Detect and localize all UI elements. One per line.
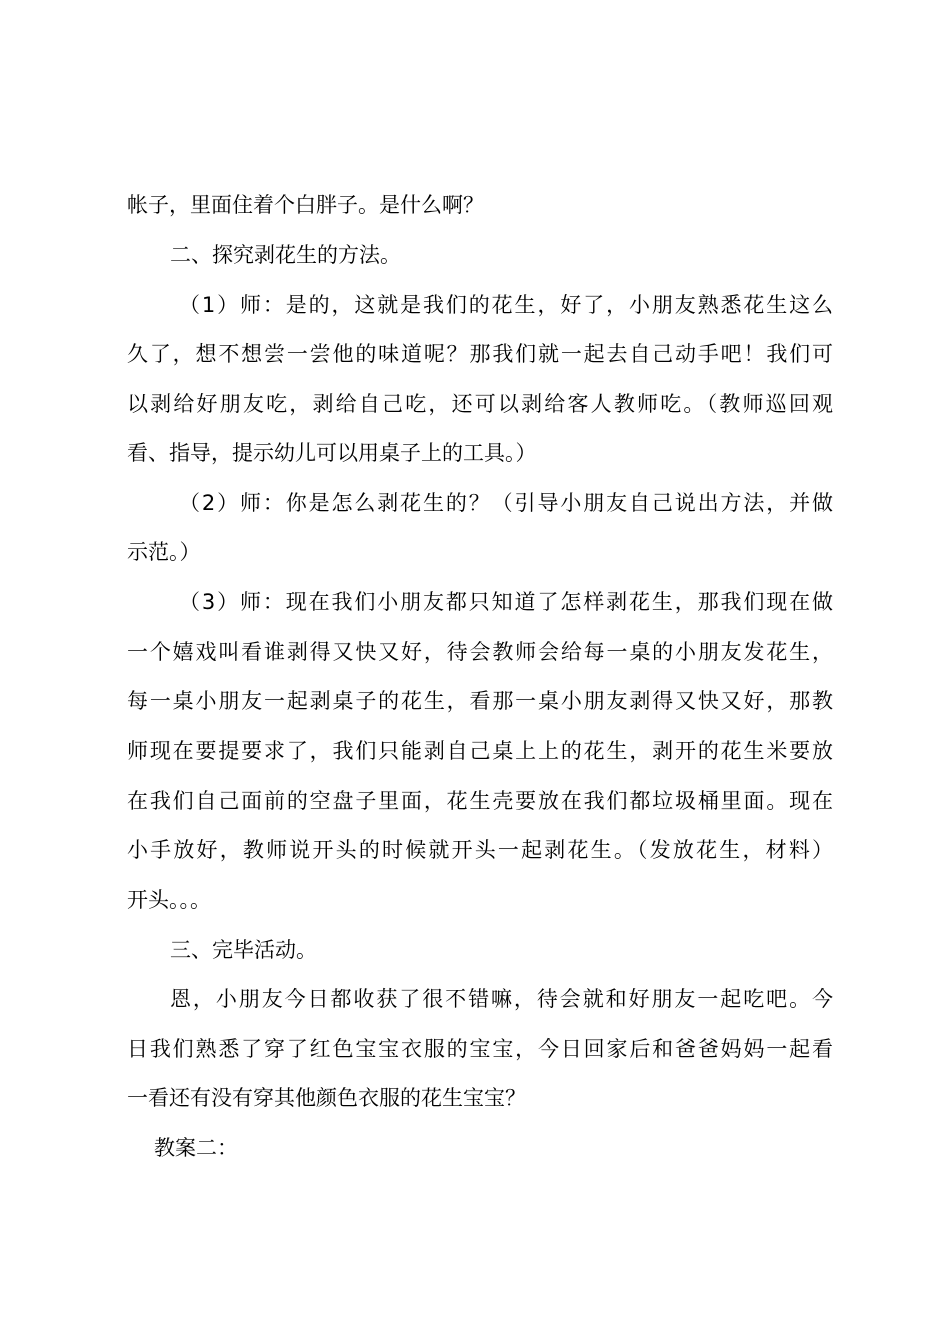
- text-line-18: 日我们熟悉了穿了红色宝宝衣服的宝宝，今日回家后和爸爸妈妈一起看: [127, 1037, 833, 1061]
- text-line-4: 久了，想不想尝一尝他的味道呢？那我们就一起去自己动手吧！我们可: [127, 342, 833, 366]
- text-line-9: （3）师：现在我们小朋友都只知道了怎样剥花生，那我们现在做: [179, 590, 833, 614]
- lesson-plan-heading: 教案二：: [154, 1136, 238, 1160]
- section-heading-2: 二、探究剥花生的方法。: [170, 243, 401, 267]
- text-line-8: 示范。）: [127, 540, 201, 564]
- text-line-19: 一看还有没有穿其他颜色衣服的花生宝宝？: [127, 1086, 526, 1110]
- text-line-11: 每一桌小朋友一起剥桌子的花生，看那一桌小朋友剥得又快又好，那教: [127, 689, 833, 713]
- text-line-14: 小手放好，教师说开头的时候就开头一起剥花生。（发放花生，材料）: [127, 838, 833, 862]
- section-heading-3: 三、完毕活动。: [170, 938, 317, 962]
- text-line-6: 看、指导，提示幼儿可以用桌子上的工具。）: [127, 441, 537, 465]
- text-line-13: 在我们自己面前的空盘子里面，花生壳要放在我们都垃圾桶里面。现在: [127, 789, 833, 813]
- text-line-12: 师现在要提要求了，我们只能剥自己桌上上的花生，剥开的花生米要放: [127, 739, 833, 763]
- text-line-17: 恩，小朋友今日都收获了很不错嘛，待会就和好朋友一起吃吧。今: [170, 987, 833, 1011]
- text-line-15: 开头。。。: [127, 888, 211, 912]
- text-line-5: 以剥给好朋友吃，剥给自己吃，还可以剥给客人教师吃。（教师巡回观: [127, 392, 833, 416]
- text-line-1: 帐子，里面住着个白胖子。是什么啊？: [127, 193, 484, 217]
- text-line-3: （1）师：是的，这就是我们的花生，好了，小朋友熟悉花生这么: [179, 293, 833, 317]
- text-line-7: （2）师：你是怎么剥花生的？（引导小朋友自己说出方法，并做: [179, 491, 833, 515]
- text-line-10: 一个嬉戏叫看谁剥得又快又好，待会教师会给每一桌的小朋友发花生，: [127, 640, 833, 664]
